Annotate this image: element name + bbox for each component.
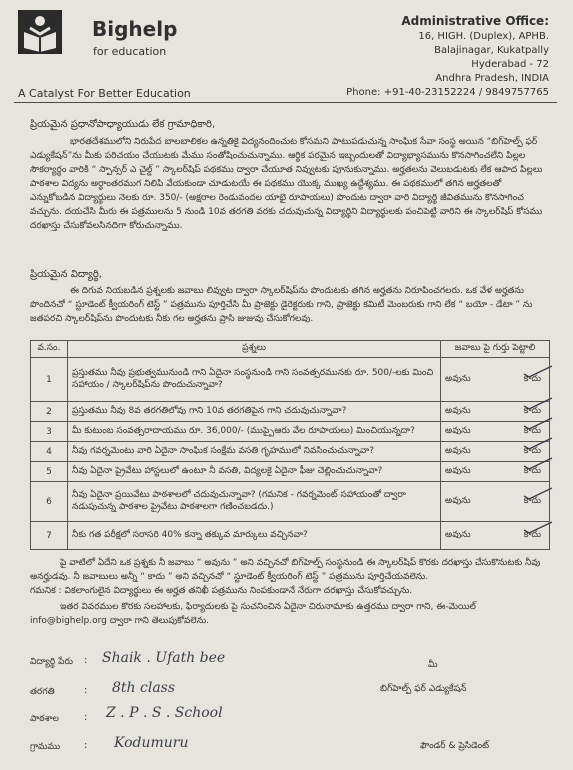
answer-no-option[interactable] bbox=[524, 530, 545, 542]
table-header-row bbox=[31, 341, 550, 358]
row-question: ప్రస్తుతము నీవు ప్రభుత్వమునుండి గాని ఏదైనా సంస్థనుండి గాని సంవత్సరమునకు రూ. 500/-లకు మించి సహాయం / స్కాలర్‌షిప్‌ను పొందుచున్నావా? bbox=[68, 358, 441, 402]
school-field[interactable]: Z . P . S . School bbox=[106, 705, 223, 721]
student-name-field[interactable]: Shaik . Ufath bee bbox=[102, 650, 226, 666]
handwritten-tick-icon bbox=[523, 436, 553, 450]
table-row bbox=[31, 422, 550, 442]
intro-paragraph: భారతదేశములోని నిరుపేద బాలబాలికల ఉన్నతికై విద్యనందించుట కోసమని పాటుపడుచున్న సాంఘిక సేవా సంస్థ అయిన “బిగ్‌హెల్ప్ ఫర్ ఎడ్యుకేషన్”ను మీకు పరిచయం చేయుటకు మేము సంతోషించుచున్నాము. ఆర్థిక పరమైన ఇబ్బందులతో విద్యాభ్యాసమును కొనసాగించలేని పిల్లల సౌకర్యార్థం వారికి “ స్పాన్సర్ ఎ చైల్డ్ ” స్కాలర్‌షిప్ పథకము ద్వారా చేయూత నివ్వుటకు పూనుకున్నాము. అర్హతలను వెలుబడుటకు లేక ఆపాద పిల్లలు పాఠశాల విద్యను అర్ధాంతరముగ నిలిపి వేయకుండా చూడుటయే ఈ పథకము యొక్క ముఖ్య ఉద్దేశ్యము. ఈ పథకములో తగిన అర్హతలతో ఎన్నుకోబడిన విద్యార్థులు నెలకు రూ. 350/- (అక్షరాల రెండువందల యాభై రూపాయలు) పొందుట ద్వారా వారి విద్యార్థి జీవితమును కొనసాగించ వచ్చును. దయచేసి మీరు ఈ పత్రములను 5 నుండి 10వ తరగతి వరకు చదువుచున్న విద్యార్థిని విద్యార్థులకు పంచిపెట్టి వారిని ఈ స్కాలర్‌షిప్ కోసము దరఖాస్తు చేసుకోవలసినదిగా కోరుచున్నాము. bbox=[30, 137, 543, 231]
answer-yes-option[interactable]: అవును bbox=[445, 373, 471, 384]
handwritten-tick-icon bbox=[523, 456, 553, 470]
answer-cell bbox=[441, 522, 550, 550]
header-divider bbox=[14, 102, 557, 103]
answer-no-option[interactable] bbox=[524, 374, 545, 386]
answer-no-label: కాదు bbox=[523, 529, 541, 540]
row-number: 2 bbox=[31, 402, 68, 422]
table-row bbox=[31, 358, 550, 402]
answer-no-label: కాదు bbox=[523, 425, 541, 436]
answer-yes-option[interactable]: అవును bbox=[445, 445, 471, 456]
village-field[interactable]: Kodumuru bbox=[114, 735, 189, 751]
table-row bbox=[31, 522, 550, 550]
row-question: మీ కుటుంబ సంవత్సరాదాయము రూ. 36,000/- (ముప్పైఆరు వేల రూపాయలు) మించియున్నదా? bbox=[68, 422, 441, 442]
handwritten-tick-icon bbox=[523, 416, 553, 430]
answer-no-option[interactable] bbox=[524, 496, 545, 508]
greeting-headmaster: ప్రియమైన ప్రధానోపాధ్యాయుడు లేక గ్రామాధికారి, bbox=[30, 119, 216, 130]
note-text: గమనిక : వికలాంగులైన విద్యార్థులు ఈ అర్హత తనిఖీ పత్రమును నింపకుండానే నేరుగా దరఖాస్తు చేసుకోవచ్చును. bbox=[30, 586, 413, 596]
row-question: నీవు ఏదైనా ప్రయివేటు పాఠశాలలో చదువుచున్నావా? (గమనిక - గవర్నమెంట్ సహాయంతో ద్వారా నడుపుచున్న పాఠశాల ప్రైవేటు పాఠశాలగా గణించబడదు.) bbox=[68, 482, 441, 522]
answer-yes-option[interactable]: అవును bbox=[445, 425, 471, 436]
tagline: A Catalyst For Better Education bbox=[18, 87, 191, 100]
signoff-title: ఫౌండర్ & ప్రెసిడెంట్ bbox=[420, 741, 490, 751]
signoff-organization: బిగ్‌హెల్ప్ ఫర్ ఎడ్యుకేషన్ bbox=[380, 684, 467, 694]
office-phone: Phone: +91-40-23152224 / 9849757765 bbox=[346, 87, 549, 98]
colon: : bbox=[84, 740, 88, 751]
office-line: Hyderabad - 72 bbox=[471, 59, 549, 70]
disqualification-paragraph: పై వాటిలో ఏదేని ఒక ప్రశ్నకు నీ జవాబు “ అవును ” అని వచ్చినచో బిగ్‌హెల్ప్ సంస్థనుండి ఈ స్కాలర్‌షిప్ కొరకు దరఖాస్తు చేసుకొనుటకు నీవు అనర్హుడవు. నీ జవాబులు అన్నీ “ కాదు ” అని వచ్చినచో “ స్టూడెంట్ క్వీయరింగ్ టెస్ట్ ” పత్రమును పూర్తిచేయవలెను. bbox=[30, 558, 541, 582]
class-label: తరగతి bbox=[30, 687, 55, 697]
row-number: 5 bbox=[31, 462, 68, 482]
row-number: 1 bbox=[31, 358, 68, 402]
colon: : bbox=[84, 685, 88, 696]
row-question: నీవు గవర్నమెంటు వారి ఏదైనా సాంఘిక సంక్షేమ వసతి గృహములో నివసించుచున్నావా? bbox=[68, 442, 441, 462]
answer-no-label: కాదు bbox=[523, 465, 541, 476]
table-row bbox=[31, 482, 550, 522]
colon: : bbox=[84, 655, 88, 666]
student-name-label: విద్యార్థి పేరు bbox=[30, 657, 73, 667]
eligibility-table bbox=[30, 340, 550, 550]
col-question-header: ప్రశ్నలు bbox=[68, 341, 441, 358]
answer-yes-option[interactable]: అవును bbox=[445, 405, 471, 416]
row-question: నీకు గత పరీక్షలో సరాసరి 40% కన్నా తక్కువ మార్కులు వచ్చినవా? bbox=[68, 522, 441, 550]
office-line: 16, HIGH. (Duplex), APHB. bbox=[418, 31, 549, 42]
colon: : bbox=[84, 712, 88, 723]
answer-no-label: కాదు bbox=[523, 373, 541, 384]
student-paragraph: ఈ దిగువ నియబడిన ప్రశ్నలకు జవాబు లివ్వుట ద్వారా స్కాలర్‌షిప్‌ను పొందుటకు తగిన అర్హతను నిరూపించగలరు. ఒక వేళ అర్హతను పొందినచో “ స్టూడెంట్ క్వీయరింగ్ టెస్ట్ ” పత్రమును పూర్తిచేసి మీ ప్రాజెక్టు డైరెక్టరుకు గాని, ప్రాజెక్టు కమిటీ మెంబరుకు గాని లేక “ బయో - డేటా ” ను జతపరచి స్కాలర్‌షిప్‌ను పొందుటకు నీకు గల అర్హతను ప్రాసి జుజువు చేసుకోగలవు. bbox=[30, 286, 533, 324]
answer-yes-option[interactable]: అవును bbox=[445, 495, 471, 506]
table-row bbox=[31, 442, 550, 462]
brand-name: Bighelp bbox=[92, 17, 178, 41]
greeting-student: ప్రియమైన విద్యార్థి, bbox=[30, 269, 102, 280]
answer-no-label: కాదు bbox=[523, 445, 541, 456]
book-reader-logo-icon bbox=[18, 10, 62, 54]
office-title: Administrative Office: bbox=[401, 14, 549, 28]
table-row bbox=[31, 402, 550, 422]
handwritten-tick-icon bbox=[523, 396, 553, 410]
answer-no-label: కాదు bbox=[523, 495, 541, 506]
row-question: ప్రస్తుతము నీవు 8వ తరగతిలోవు గాని 10వ తరగతిపైన గాని చదువుచున్నావా? bbox=[68, 402, 441, 422]
col-number-header: వ.సం. bbox=[31, 341, 68, 358]
signoff-yours: మీ bbox=[428, 660, 438, 670]
answer-yes-option[interactable]: అవును bbox=[445, 529, 471, 540]
contact-paragraph: ఇతర వివరముల కొరకు సలహాలకు, ఫిర్యాదులకు పై సుచనించిన ఏదైనా చిరునామాకు ఉత్తరము ద్వారా గాని, ఈ-మెయిల్ info@bighelp.org ద్వారా గాని తెలుపుకోవలెను. bbox=[30, 602, 476, 626]
handwritten-tick-icon bbox=[523, 520, 553, 534]
school-label: పాఠశాల bbox=[30, 714, 59, 724]
class-field[interactable]: 8th class bbox=[112, 680, 176, 696]
answer-cell bbox=[441, 462, 550, 482]
col-answer-header: జవాబు పై గుర్తు పెట్టాలి bbox=[441, 341, 550, 358]
row-question: నీవు ఏదైనా ప్రైవేటు హాస్టలులో ఉంటూ నీ వసతి, విద్యలకై ఏదైనా ఫీజు చెల్లించుచున్నావా? bbox=[68, 462, 441, 482]
office-address bbox=[346, 12, 549, 100]
row-number: 3 bbox=[31, 422, 68, 442]
answer-yes-option[interactable]: అవును bbox=[445, 465, 471, 476]
handwritten-tick-icon bbox=[523, 364, 553, 378]
answer-no-option[interactable] bbox=[524, 466, 545, 478]
row-number: 6 bbox=[31, 482, 68, 522]
office-line: Balajinagar, Kukatpally bbox=[434, 45, 549, 56]
table-row bbox=[31, 462, 550, 482]
brand-subtitle: for education bbox=[93, 45, 167, 58]
village-label: గ్రామము bbox=[30, 742, 61, 752]
row-number: 7 bbox=[31, 522, 68, 550]
office-line: Andhra Pradesh, INDIA bbox=[435, 73, 549, 84]
answer-no-label: కాదు bbox=[523, 405, 541, 416]
handwritten-tick-icon bbox=[523, 486, 553, 500]
answer-cell bbox=[441, 482, 550, 522]
row-number: 4 bbox=[31, 442, 68, 462]
